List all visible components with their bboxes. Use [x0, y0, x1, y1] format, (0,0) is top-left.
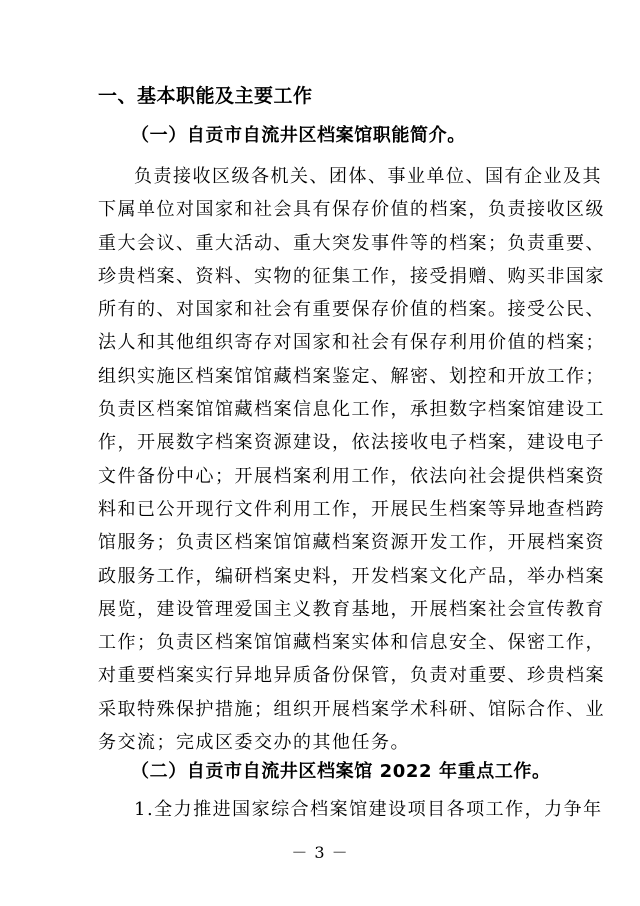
list-item-1: 1.全力推进国家综合档案馆建设项目各项工作，力争年	[134, 799, 603, 820]
paragraph-line: 负责接收区级各机关、团体、事业单位、国有企业及其	[134, 166, 602, 187]
paragraph-line: 下属单位对国家和社会具有保存价值的档案，负责接收区级	[98, 199, 605, 221]
paragraph-line: 组织实施区档案馆馆藏档案鉴定、解密、划控和开放工作；	[98, 365, 605, 387]
subsection-heading-1: （一）自贡市自流井区档案馆职能简介。	[131, 125, 466, 146]
section-heading: 一、基本职能及主要工作	[98, 85, 313, 107]
paragraph-line: 馆服务；负责区档案馆馆藏档案资源开发工作，开展档案资	[98, 532, 605, 554]
paragraph-line: 文件备份中心；开展档案利用工作，依法向社会提供档案资	[98, 465, 605, 487]
paragraph-line: 所有的、对国家和社会有重要保存价值的档案。接受公民、	[98, 299, 605, 321]
paragraph-line: 料和已公开现行文件利用工作，开展民生档案等异地查档跨	[98, 498, 605, 520]
paragraph-line: 展览，建设管理爱国主义教育基地，开展档案社会宣传教育	[98, 598, 605, 620]
paragraph-line: 务交流；完成区委交办的其他任务。	[98, 732, 410, 754]
paragraph-line: 作，开展数字档案资源建设，依法接收电子档案，建设电子	[98, 432, 605, 454]
body-paragraph	[98, 160, 605, 759]
paragraph-line: 珍贵档案、资料、实物的征集工作，接受捐赠、购买非国家	[98, 265, 605, 287]
paragraph-line: 法人和其他组织寄存对国家和社会有保存利用价值的档案；	[98, 332, 605, 354]
paragraph-line: 负责区档案馆馆藏档案信息化工作，承担数字档案馆建设工	[98, 399, 605, 421]
subsection-heading-2: （二）自贡市自流井区档案馆 2022 年重点工作。	[131, 761, 551, 782]
paragraph-line: 工作；负责区档案馆馆藏档案实体和信息安全、保密工作，	[98, 632, 605, 654]
paragraph-line: 采取特殊保护措施；组织开展档案学术科研、馆际合作、业	[98, 698, 605, 720]
page-number: － 3 －	[291, 843, 349, 862]
paragraph-line: 对重要档案实行异地异质备份保管，负责对重要、珍贵档案	[98, 665, 605, 687]
paragraph-line: 政服务工作，编研档案史料，开发档案文化产品，举办档案	[98, 565, 605, 587]
paragraph-line: 重大会议、重大活动、重大突发事件等的档案；负责重要、	[98, 232, 605, 254]
